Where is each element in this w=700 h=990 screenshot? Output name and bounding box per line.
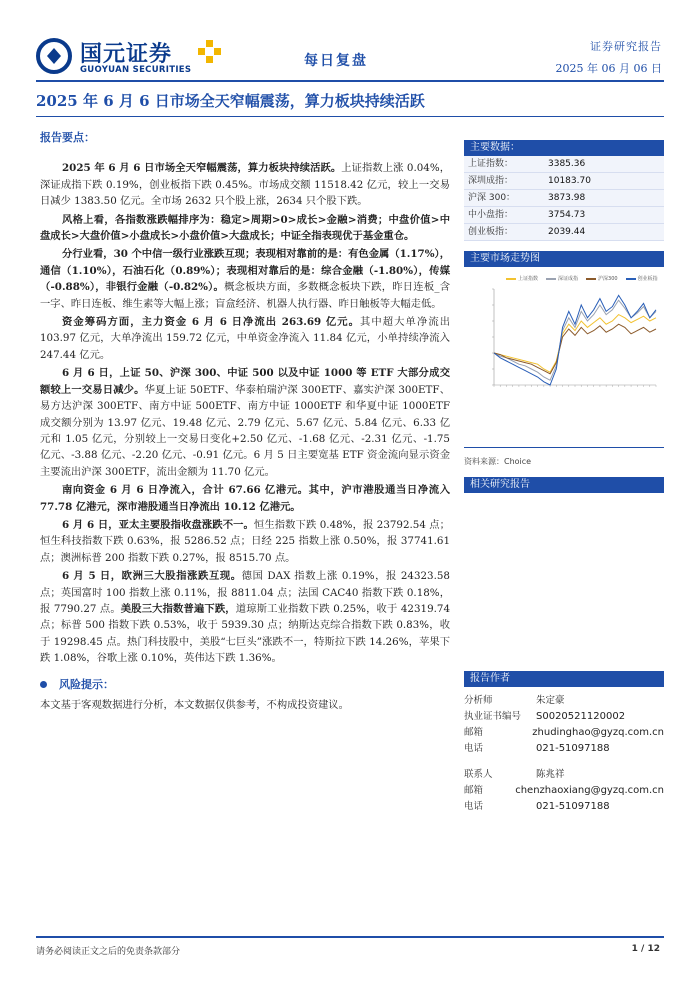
legend-swatch: [586, 278, 596, 280]
paragraph-text: 概念板块方面，多数概念板块下跌，昨日连板_含一字、昨日连板、维生素等大幅上涨；盲盒经济、机器人执行器、昨日触板等大幅走低。: [40, 281, 450, 310]
series-line: [494, 324, 656, 374]
contact-key: 邮箱: [464, 785, 484, 796]
report-category: 证券研究报告: [590, 40, 662, 53]
contact-value: chenzhaoxiang@gyzq.com.cn: [515, 785, 664, 796]
legend-label: 沪深300: [598, 276, 618, 282]
related-reports-header: 相关研究报告: [464, 477, 664, 493]
analyst-value: zhudinghao@gyzq.com.cn: [532, 727, 664, 738]
legend-label: 上证指数: [518, 276, 539, 282]
legend-label: 创业板指: [637, 276, 658, 282]
paragraph-text: 华夏上证 50ETF、华泰柏瑞沪深 300ETF、嘉实沪深 300ETF、易方达沪深 300ETF、南方中证 500ETF、南方中证 1000ETF 和华夏中证 1000ETF 成交额分别为 13.97 亿元、19.48 亿元、2.79 亿元、5.67 亿元、5.84 亿元、6.33 亿元和 1.05 亿元，分别较上一交易日变化+2.50 亿元、-1.68 亿元、-2.31 亿元、-1.75 亿元、-3.88 亿元、-2.20 亿元、-0.91 亿元。6 月 5 日主要宽基 ETF 资金流向显示资金主要流出沪深 300ETF，流出金额为 11.70 亿元。: [40, 383, 451, 478]
summary-paragraph: [40, 160, 450, 209]
logo-en-text: GUOYUAN SECURITIES: [80, 65, 192, 75]
series-line: [494, 300, 656, 380]
legend-label: 深证成指: [558, 276, 579, 282]
analyst-key: 执业证书编号: [464, 711, 522, 722]
main-data-value: 3873.98: [548, 193, 586, 203]
summary-paragraph: [40, 482, 450, 515]
analyst-key: 邮箱: [464, 727, 484, 738]
main-data-row: [464, 173, 664, 190]
contact-key: 电话: [464, 801, 484, 812]
header-divider: [36, 80, 664, 82]
contact-value: 陈兆祥: [536, 769, 565, 780]
contact-row: [464, 799, 664, 815]
page-number: 1 / 12: [631, 944, 660, 954]
paragraph-bold: 6 月 6 日，亚太主要股指收盘涨跌不一。: [62, 518, 254, 531]
summary-paragraph: [40, 365, 450, 480]
footer-disclaimer: 请务必阅读正文之后的免责条款部分: [36, 947, 181, 957]
analyst-value: S0020521120002: [536, 711, 626, 722]
legend-swatch: [546, 278, 556, 280]
paragraph-bold: 资金筹码方面，主力资金 6 月 6 日净流出 263.69 亿元。: [62, 316, 361, 329]
authors-header: 报告作者: [464, 671, 664, 687]
main-data-row: [464, 156, 664, 173]
contact-value: 021-51097188: [536, 801, 610, 812]
main-data-value: 3754.73: [548, 210, 586, 220]
paragraph-bold: 分行业看，30 个中信一级行业涨跌互现；表现相对靠前的是：有色金属（1.17%），通信（1.10%），石油石化（0.89%）；表现相对靠后的是：综合金融（-1.80%），传媒（-0.88%），非银行金融（-0.82%）。: [40, 248, 450, 294]
chart-header: 主要市场走势图: [464, 251, 664, 267]
paragraph-text: 其中超大单净流出 103.97 亿元，大单净流出 159.72 亿元，中单资金净流入 11.84 亿元，小单持续净流入 247.44 亿元。: [40, 316, 451, 361]
main-data-header: 主要数据：: [464, 140, 664, 156]
paragraph-bold: 南向资金 6 月 6 日净流入，合计 67.66 亿港元。其中，沪市港股通当日净流入 77.78 亿港元，深市港股通当日净流出 10.12 亿港元。: [40, 484, 450, 513]
main-data-value: 2039.44: [548, 227, 586, 237]
summary-paragraph: [40, 212, 450, 245]
contact-key: 联系人: [464, 769, 493, 780]
risk-text: 本文基于客观数据进行分析，本文数据仅供参考，不构成投资建议。: [40, 699, 349, 711]
legend-item: [546, 275, 578, 282]
risk-heading: [40, 677, 450, 693]
company-logo: [36, 38, 216, 80]
chart-source: 资料来源：Choice: [464, 457, 532, 466]
logo-mark-icon: [36, 38, 72, 74]
summary-paragraphs: [40, 160, 450, 666]
analyst-key: 分析师: [464, 695, 493, 706]
paragraph-bold: 风格上看，各指数涨跌幅排序为：稳定>周期>0>成长>金融>消费；中盘价值>中盘成长>大盘价值>小盘成长>小盘价值>大盘成长；中证全指表现优于基金重仓。: [40, 213, 450, 243]
summary-paragraph: [40, 314, 450, 363]
paragraph-text: 德国 DAX 指数上涨 0.19%，报 24323.58 点；英国富时 100 指数上涨 0.11%，报 8811.04 点；法国 CAC40 指数下跌 0.18%，报 7790.27 点。: [40, 570, 450, 615]
main-data-value: 10183.70: [548, 176, 591, 186]
legend-swatch: [506, 278, 516, 280]
main-data-value: 3385.36: [548, 159, 586, 169]
summary-heading: 报告要点：: [40, 131, 95, 144]
main-data-table: [464, 156, 664, 241]
contact-info: [464, 767, 664, 815]
paragraph-bold: 2025 年 6 月 6 日市场全天窄幅震荡，算力板块持续活跃。: [62, 162, 342, 175]
footer-divider: [36, 936, 664, 938]
title-divider: [36, 116, 664, 117]
chart-legend: [506, 275, 658, 282]
paragraph-bold: 美股三大指数普遍下跌，: [120, 602, 236, 615]
summary-paragraph: [40, 517, 450, 566]
risk-heading-label: 风险提示：: [59, 677, 114, 691]
sidebar: [464, 140, 664, 815]
legend-item: [586, 275, 618, 282]
legend-item: [506, 275, 538, 282]
paragraph-bold: 6 月 5 日，欧洲三大股指涨跌互现。: [62, 570, 242, 583]
summary-paragraph: [40, 246, 450, 312]
main-data-key: 沪深 300：: [468, 193, 516, 203]
logo-cn-text: 国元证券: [80, 42, 173, 67]
source-divider: [464, 447, 664, 448]
analyst-key: 电话: [464, 743, 484, 754]
analyst-value: 朱定豪: [536, 695, 565, 706]
main-data-row: [464, 207, 664, 224]
analyst-row: [464, 693, 664, 709]
analyst-info: [464, 693, 664, 757]
report-date: 2025 年 06 月 06 日: [555, 62, 662, 75]
main-data-row: [464, 190, 664, 207]
analyst-row: [464, 741, 664, 757]
report-title: 2025 年 6 月 6 日市场全天窄幅震荡，算力板块持续活跃: [36, 92, 425, 110]
market-trend-chart: [464, 267, 664, 447]
report-type: 每日复盘: [304, 53, 368, 69]
main-data-row: [464, 224, 664, 241]
analyst-row: [464, 709, 664, 725]
paragraph-text: 道琼斯工业指数下跌 0.25%，收于 42319.74 点；标普 500 指数下跌 0.53%，收于 5939.30 点；纳斯达克综合指数下跌 0.83%，收于 19298.45 点。热门科技股中，美股“七巨头”涨跌不一，特斯拉下跌 14.26%，苹果下跌 1.08%，谷歌上涨 0.10%，英伟达下跌 1.36%。: [40, 602, 450, 665]
main-data-key: 深圳成指：: [468, 176, 514, 186]
main-content: [40, 130, 450, 713]
contact-row: [464, 783, 664, 799]
contact-row: [464, 767, 664, 783]
summary-paragraph: [40, 568, 450, 666]
series-line: [494, 295, 656, 385]
legend-swatch: [626, 278, 636, 280]
logo-dots-icon: [196, 40, 224, 68]
chart-svg: [464, 267, 664, 447]
legend-item: [626, 275, 658, 282]
paragraph-text: 恒生指数下跌 0.48%，报 23792.54 点；恒生科技指数下跌 0.63%，报 5286.52 点；日经 225 指数上涨 0.50%，报 37741.61 点；澳洲标普 200 指数下跌 0.27%，报 8515.70 点。: [40, 518, 450, 564]
bullet-icon: [40, 681, 47, 688]
analyst-value: 021-51097188: [536, 743, 610, 754]
main-data-key: 上证指数：: [468, 159, 514, 169]
main-data-key: 创业板指：: [468, 227, 514, 237]
main-data-key: 中小盘指：: [468, 210, 514, 220]
paragraph-bold: 6 月 6 日，上证 50、沪深 300、中证 500 以及中证 1000 等 ETF 大部分成交额较上一交易日减少。: [40, 367, 450, 396]
paragraph-text: 上证指数上涨 0.04%，深证成指下跌 0.19%，创业板指下跌 0.45%。市场成交额 11518.42 亿元，较上一交易日减少 1383.50 亿元。全市场 2632 只个股上涨，2634 只个股下跌。: [40, 162, 450, 208]
analyst-row: [464, 725, 664, 741]
